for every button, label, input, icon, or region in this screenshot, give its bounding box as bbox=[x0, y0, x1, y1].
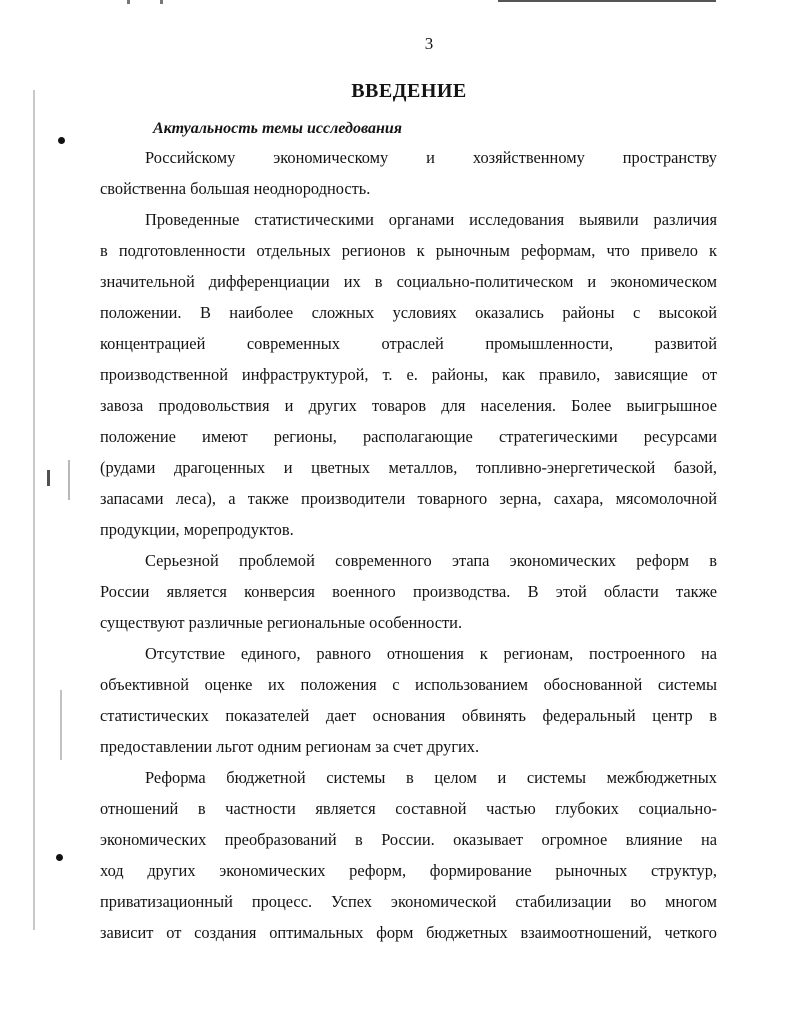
text-line: (рудами драгоценных и цветных металлов, топливно-энергетической базой, bbox=[100, 458, 717, 477]
text-line: продукции, морепродуктов. bbox=[100, 520, 294, 539]
text-line: концентрацией современных отраслей промышленности, развитой bbox=[100, 334, 717, 353]
text-line: приватизационный процесс. Успех экономической стабилизации во многом bbox=[100, 892, 717, 911]
page-title: ВВЕДЕНИЕ bbox=[351, 80, 467, 102]
text-line: предоставлении льгот одним регионам за счет других. bbox=[100, 737, 480, 756]
text-line: существуют различные региональные особенности. bbox=[100, 613, 463, 632]
text-line: зависит от создания оптимальных форм бюджетных взаимоотношений, четкого bbox=[100, 923, 717, 942]
text-line: завоза продовольствия и других товаров для населения. Более выигрышное bbox=[100, 396, 717, 415]
binder-hole-dot bbox=[56, 854, 63, 861]
text-line: Проведенные статистическими органами исследования выявили различия bbox=[145, 210, 717, 229]
text-line: экономических преобразований в России. оказывает огромное влияние на bbox=[100, 830, 717, 849]
scan-margin-line bbox=[33, 90, 35, 930]
scan-top-tick bbox=[160, 0, 163, 4]
text-line: положении. В наиболее сложных условиях оказались районы с высокой bbox=[100, 303, 717, 322]
text-line: объективной оценке их положения с использованием обоснованной системы bbox=[100, 675, 717, 694]
text-line: положение имеют регионы, располагающие стратегическими ресурсами bbox=[100, 427, 717, 446]
scan-margin-mark bbox=[68, 460, 70, 500]
page-number: 3 bbox=[424, 34, 434, 53]
text-line: значительной дифференциации их в социально-политическом и экономическом bbox=[100, 272, 717, 291]
scan-margin-mark bbox=[47, 470, 50, 486]
text-line: Отсутствие единого, равного отношения к регионам, построенного на bbox=[145, 644, 717, 663]
text-line: в подготовленности отдельных регионов к рыночным реформам, что привело к bbox=[100, 241, 717, 260]
text-line: России является конверсия военного производства. В этой области также bbox=[100, 582, 717, 601]
text-line: статистических показателей дает основания обвинять федеральный центр в bbox=[100, 706, 717, 725]
text-line: свойственна большая неоднородность. bbox=[100, 179, 371, 198]
text-line: Реформа бюджетной системы в целом и системы межбюджетных bbox=[145, 768, 717, 787]
scan-margin-mark bbox=[60, 690, 62, 760]
text-line: производственной инфраструктурой, т. е. районы, как правило, зависящие от bbox=[100, 365, 717, 384]
scan-top-tick bbox=[127, 0, 130, 4]
text-line: запасами леса), а также производители товарного зерна, сахара, мясомолочной bbox=[100, 489, 717, 508]
text-line: Серьезной проблемой современного этапа экономических реформ в bbox=[145, 551, 717, 570]
section-subtitle: Актуальность темы исследования bbox=[153, 120, 402, 137]
text-line: Российскому экономическому и хозяйственному пространству bbox=[145, 148, 717, 167]
scan-top-rule bbox=[498, 0, 716, 2]
text-line: ход других экономических реформ, формирование рыночных структур, bbox=[100, 861, 717, 880]
text-line: отношений в частности является составной частью глубоких социально- bbox=[100, 799, 717, 818]
binder-hole-dot bbox=[58, 137, 65, 144]
